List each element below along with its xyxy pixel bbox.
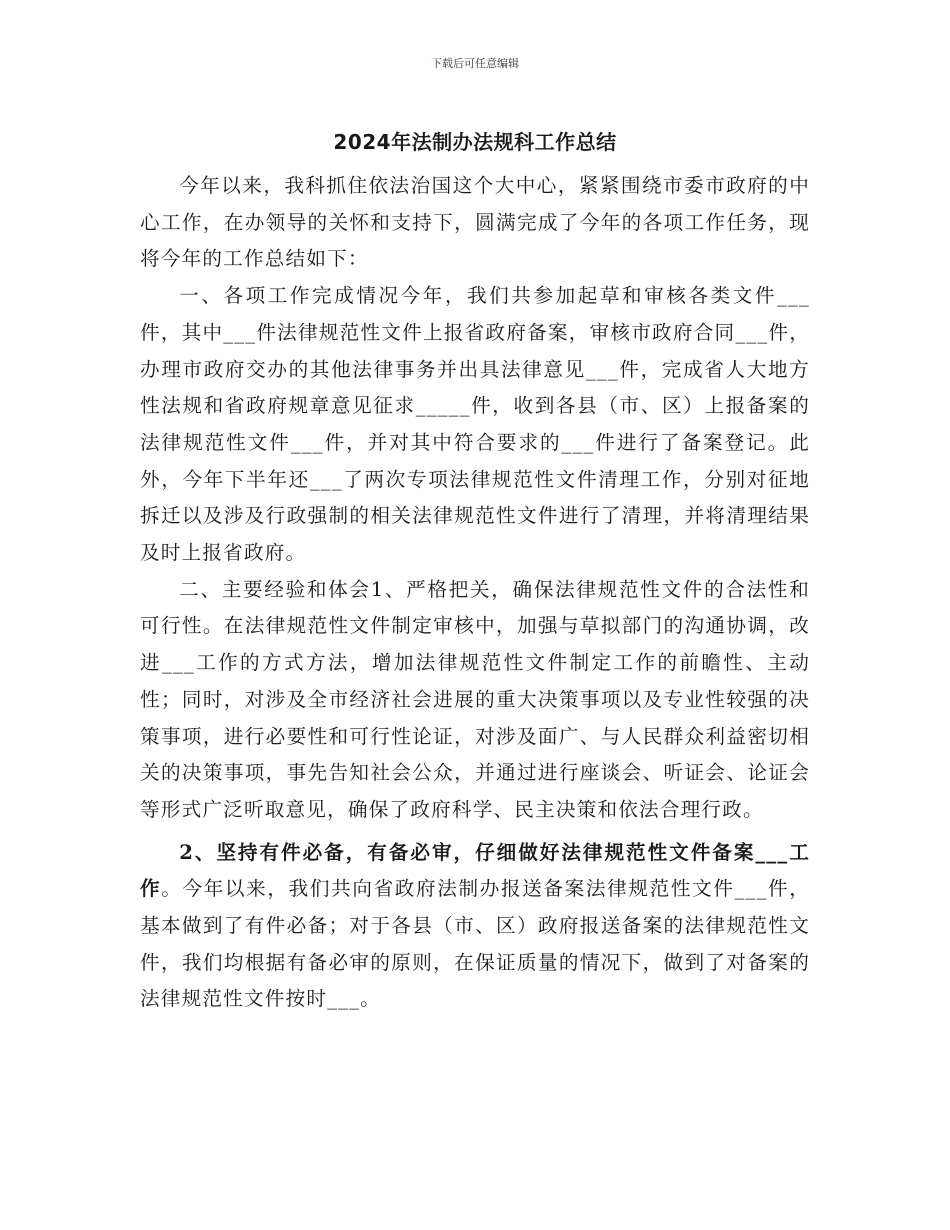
paragraph-section-1: 一、各项工作完成情况今年，我们共参加起草和审核各类文件___件，其中___件法律规范性文件上报省政府备案，审核市政府合同___件，办理市政府交办的其他法律事务并出具法律意见___件，完成省人大地方性法规和省政府规章意见征求_____件，收到各县（市、区）上报备案的法律规范性文件___件，并对其中符合要求的___件进行了备案登记。此外，今年下半年还___了两次专项法律规范性文件清理工作，分别对征地拆迁以及涉及行政强制的相关法律规范性文件进行了清理，并将清理结果及时上报省政府。 [140, 284, 810, 565]
paragraph-bold-lead: 2、坚持有件必备，有备必审，仔细做好法律规范性文件备案___工作 [140, 840, 810, 901]
header-note: 下载后可任意编辑 [431, 57, 519, 70]
paragraph-intro: 今年以来，我科抓住依法治国这个大中心，紧紧围绕市委市政府的中心工作，在办领导的关怀和支持下，圆满完成了今年的各项工作任务，现将今年的工作总结如下： [140, 174, 810, 271]
paragraph-text: 。今年以来，我们共向省政府法制办报送备案法律规范性文件___件，基本做到了有件必备；对于各县（市、区）政府报送备案的法律规范性文件，我们均根据有备必审的原则，在保证质量的情况下，做到了对备案的法律规范性文件按时___。 [140, 877, 810, 1011]
paragraph-section-2-item-2 [140, 835, 810, 1019]
document-body [140, 168, 810, 1018]
document-title: 2024年法制办法规科工作总结 [333, 130, 617, 154]
paragraph-section-2: 二、主要经验和体会1、严格把关，确保法律规范性文件的合法性和可行性。在法律规范性文件制定审核中，加强与草拟部门的沟通协调，改进___工作的方式方法，增加法律规范性文件制定工作的前瞻性、主动性；同时，对涉及全市经济社会进展的重大决策事项以及专业性较强的决策事项，进行必要性和可行性论证，对涉及面广、与人民群众利益密切相关的决策事项，事先告知社会公众，并通过进行座谈会、听证会、论证会等形式广泛听取意见，确保了政府科学、民主决策和依法合理行政。 [140, 577, 810, 821]
